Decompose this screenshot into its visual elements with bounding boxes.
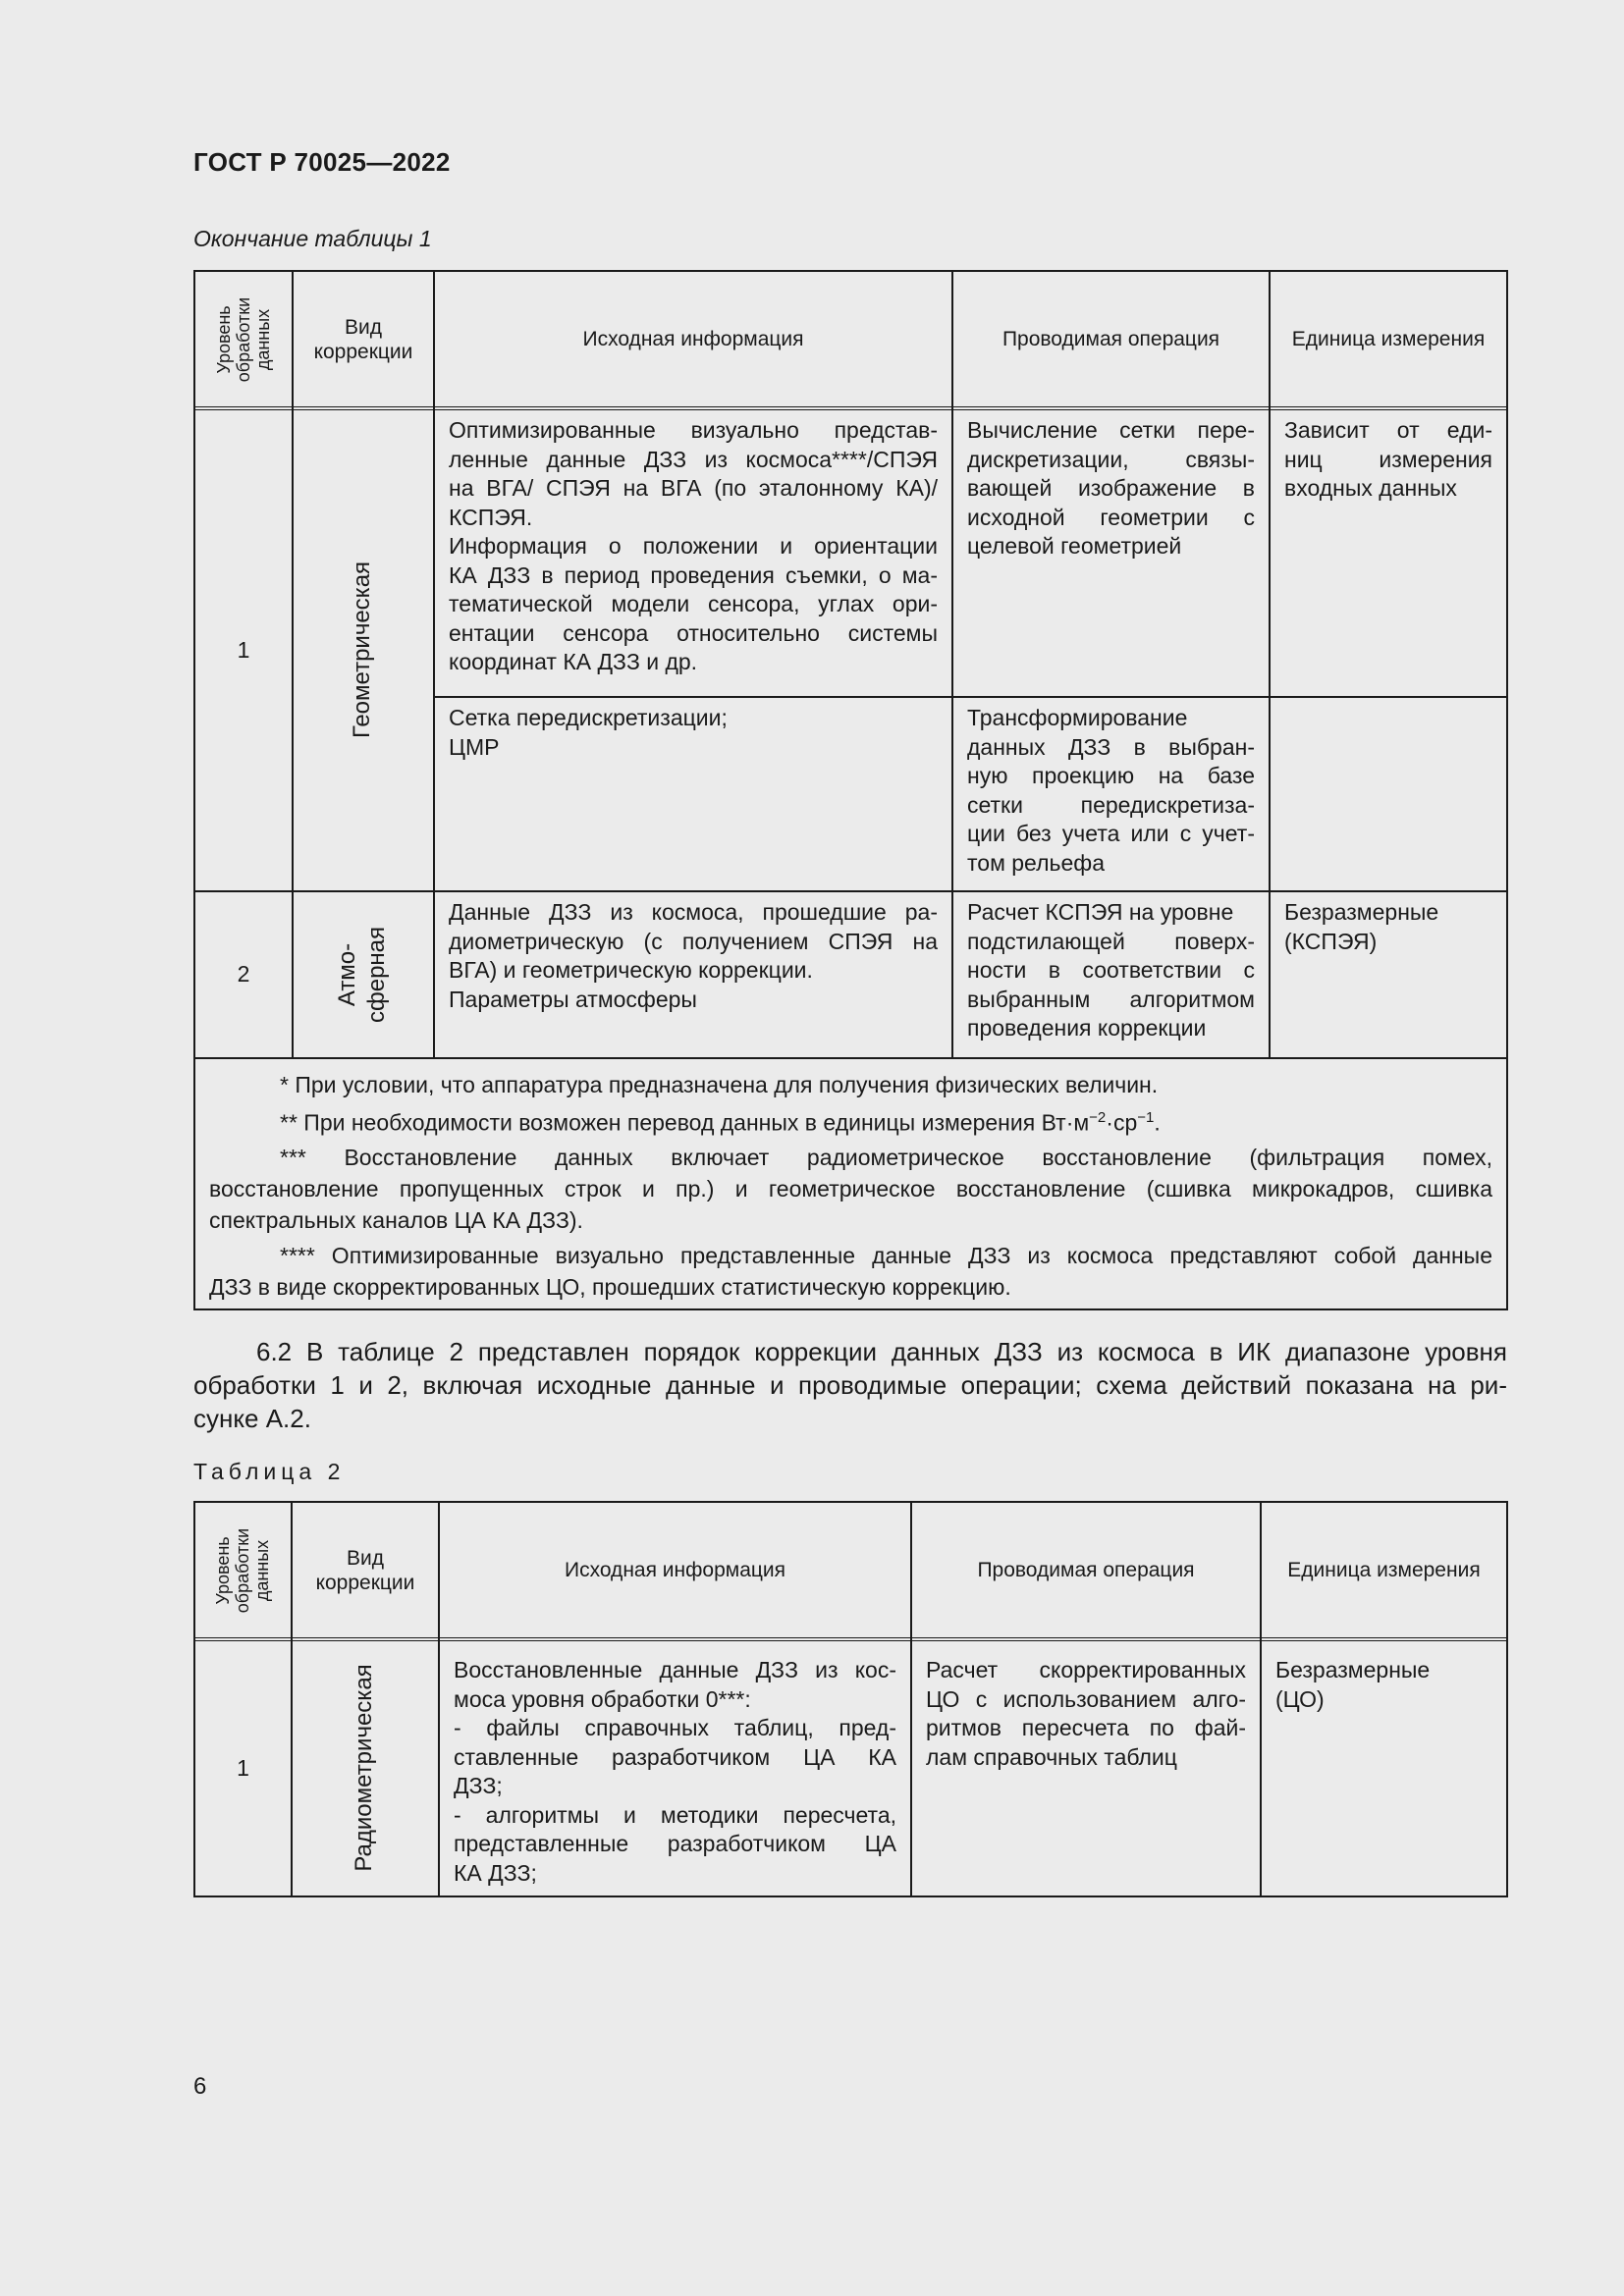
note-3 — [209, 1142, 1492, 1236]
text-line: Безразмерные — [1284, 899, 1439, 925]
text-line: ции без учета или с учет- — [967, 821, 1255, 846]
text-line: Параметры атмосферы — [449, 986, 697, 1012]
text-line: ставленные разработчиком ЦА КА — [454, 1743, 896, 1770]
text-line: ниц измерения — [1284, 446, 1492, 472]
text-line: ленные данные ДЗЗ из космоса****/СПЭЯ — [449, 446, 938, 472]
header-level — [214, 297, 273, 382]
row1b-operation — [953, 698, 1269, 883]
text-line: том рельефа — [967, 849, 1105, 876]
header-level — [213, 1528, 272, 1613]
t2-row1-source — [440, 1650, 910, 1894]
text-line: данных ДЗЗ в выбран- — [967, 733, 1255, 760]
text-line: спектральных каналов ЦА КА ДЗЗ). — [209, 1207, 583, 1233]
row2-kind — [333, 927, 392, 1023]
text-line: Вычисление сетки пере- — [967, 417, 1255, 443]
header-kind-line: коррекции — [315, 1571, 415, 1594]
text-line: Расчет КСПЭЯ на уровне — [967, 899, 1234, 925]
row1-level: 1 — [237, 636, 250, 663]
table1-caption: Окончание таблицы 1 — [193, 226, 432, 251]
text-line: сферная — [363, 926, 390, 1024]
header-level-line: обработки — [233, 1527, 252, 1614]
note-2 — [280, 1102, 1488, 1139]
text-line: тематической модели сенсора, углах ори- — [449, 591, 938, 616]
t2-row1-kind: Радиометрическая — [351, 1664, 377, 1872]
text-line: представленные разработчиком ЦА — [454, 1831, 896, 1856]
text-line: подстилающей поверх- — [967, 928, 1255, 954]
text-line: Трансформирование — [967, 705, 1188, 730]
text-line: ВГА) и геометрическую коррекции. — [449, 957, 813, 983]
text-line: КА ДЗЗ в период проведения съемки, о ма- — [449, 561, 938, 588]
text-line: **** Оптимизированные визуально представленные данные ДЗЗ из космоса представляют собой данные — [280, 1243, 1492, 1268]
header-unit: Единица измерения — [1287, 1559, 1481, 1581]
text-line: КА ДЗЗ; — [454, 1859, 537, 1886]
header-level-line: данных — [253, 308, 273, 371]
text-line: восстановление пропущенных строк и пр.) и геометрическое восстановление (сшивка микрокадров, сшивка — [209, 1176, 1492, 1201]
note-2-exp: −2 — [1089, 1109, 1107, 1126]
text-line: ритмов пересчета по фай- — [926, 1715, 1246, 1740]
note-2-text: ·ср — [1106, 1109, 1138, 1136]
note-1: * При условии, что аппаратура предназначена для получения физических величин. — [280, 1072, 1159, 1097]
note-2-text: . — [1154, 1109, 1161, 1136]
t2-row1-unit — [1262, 1650, 1506, 1720]
row1a-operation — [953, 410, 1269, 567]
header-kind — [293, 1503, 438, 1637]
row2-level: 2 — [237, 961, 250, 988]
text-line: проведения коррекции — [967, 1015, 1207, 1041]
row2-source — [435, 892, 951, 1020]
text-line: Безразмерные — [1275, 1657, 1431, 1682]
text-line: - алгоритмы и методики пересчета, — [454, 1801, 896, 1828]
text-line: *** Восстановление данных включает радиометрическое восстановление (фильтрация помех, — [280, 1145, 1492, 1170]
t2-row1-operation — [912, 1650, 1260, 1778]
header-source: Исходная информация — [582, 328, 804, 350]
text-line: ентации сенсора относительно системы — [449, 619, 938, 646]
text-line: целевой геометрией — [967, 533, 1182, 559]
text-line: входных данных — [1284, 475, 1457, 501]
text-line: ЦМР — [449, 733, 500, 760]
row1a-source — [435, 410, 951, 683]
table1 — [193, 270, 1508, 1310]
text-line: обработки 1 и 2, включая исходные данные и проводимые операции; схема действий показана на ри- — [193, 1370, 1507, 1400]
header-operation: Проводимая операция — [1001, 328, 1220, 350]
text-line: координат КА ДЗЗ и др. — [449, 649, 698, 674]
table2 — [193, 1501, 1508, 1897]
header-kind-line: Вид — [344, 315, 382, 339]
text-line: вающей изображение в — [967, 475, 1255, 501]
text-line: Информация о положении и ориентации — [449, 533, 938, 559]
text-line: на ВГА/ СПЭЯ на ВГА (по эталонному КА)/ — [449, 475, 938, 501]
text-line: дискретизации, связы- — [967, 446, 1255, 472]
header-kind-line: коррекции — [313, 340, 413, 363]
header-unit: Единица измерения — [1291, 328, 1486, 350]
row2-operation — [953, 892, 1269, 1049]
text-line: КСПЭЯ. — [449, 504, 533, 530]
text-line: - файлы справочных таблиц, пред- — [454, 1715, 896, 1740]
text-line: ную проекцию на базе — [967, 763, 1255, 788]
note-2-text: ** При необходимости возможен перевод данных в единицы измерения Вт·м — [280, 1109, 1090, 1136]
header-kind — [294, 272, 433, 406]
text-line: ДЗЗ в виде скорректированных ЦО, прошедших статистическую коррекцию. — [209, 1274, 1011, 1300]
text-line: ДЗЗ; — [454, 1773, 503, 1798]
row2-unit — [1271, 892, 1506, 962]
note-2-exp: −1 — [1137, 1109, 1155, 1126]
text-line: сетки передискретиза- — [967, 791, 1255, 818]
text-line: лам справочных таблиц — [926, 1743, 1177, 1770]
row1-kind: Геометрическая — [349, 561, 375, 739]
row1a-unit — [1271, 410, 1506, 509]
page-number: 6 — [193, 2073, 207, 2100]
text-line: Зависит от еди- — [1284, 417, 1492, 443]
text-line: сунке А.2. — [193, 1404, 311, 1433]
header-level-line: Уровень — [213, 1536, 233, 1605]
text-line: моса уровня обработки 0***: — [454, 1685, 751, 1712]
document-header: ГОСТ Р 70025—2022 — [193, 147, 451, 177]
header-level-line: обработки — [234, 296, 253, 383]
note-4 — [209, 1240, 1492, 1303]
text-line: (ЦО) — [1275, 1685, 1325, 1712]
table2-caption: Таблица 2 — [193, 1459, 346, 1484]
text-line: (КСПЭЯ) — [1284, 928, 1378, 954]
text-line: Оптимизированные визуально представ- — [449, 417, 938, 443]
header-level-line: Уровень — [214, 305, 234, 374]
header-kind-line: Вид — [346, 1546, 384, 1570]
text-line: Атмо- — [334, 942, 360, 1007]
header-level-line: данных — [252, 1539, 272, 1602]
text-line: ЦО с использованием алго- — [926, 1685, 1246, 1712]
header-source: Исходная информация — [564, 1559, 786, 1581]
paragraph-6-2 — [193, 1335, 1507, 1435]
row1b-source — [435, 698, 951, 768]
text-line: выбранным алгоритмом — [967, 986, 1255, 1012]
text-line: диометрическую (с получением СПЭЯ на — [449, 928, 938, 954]
text-line: ности в соответствии с — [967, 957, 1255, 983]
text-line: Данные ДЗЗ из космоса, прошедшие ра- — [449, 899, 938, 925]
text-line: Сетка передискретизации; — [449, 705, 728, 730]
text-line: Восстановленные данные ДЗЗ из кос- — [454, 1657, 896, 1682]
text-line: Расчет скорректированных — [926, 1657, 1246, 1682]
text-line: исходной геометрии с — [967, 504, 1255, 530]
header-operation: Проводимая операция — [977, 1559, 1195, 1581]
text-line: 6.2 В таблице 2 представлен порядок коррекции данных ДЗЗ из космоса в ИК диапазоне уровня — [256, 1337, 1507, 1366]
t2-row1-level: 1 — [237, 1754, 249, 1781]
